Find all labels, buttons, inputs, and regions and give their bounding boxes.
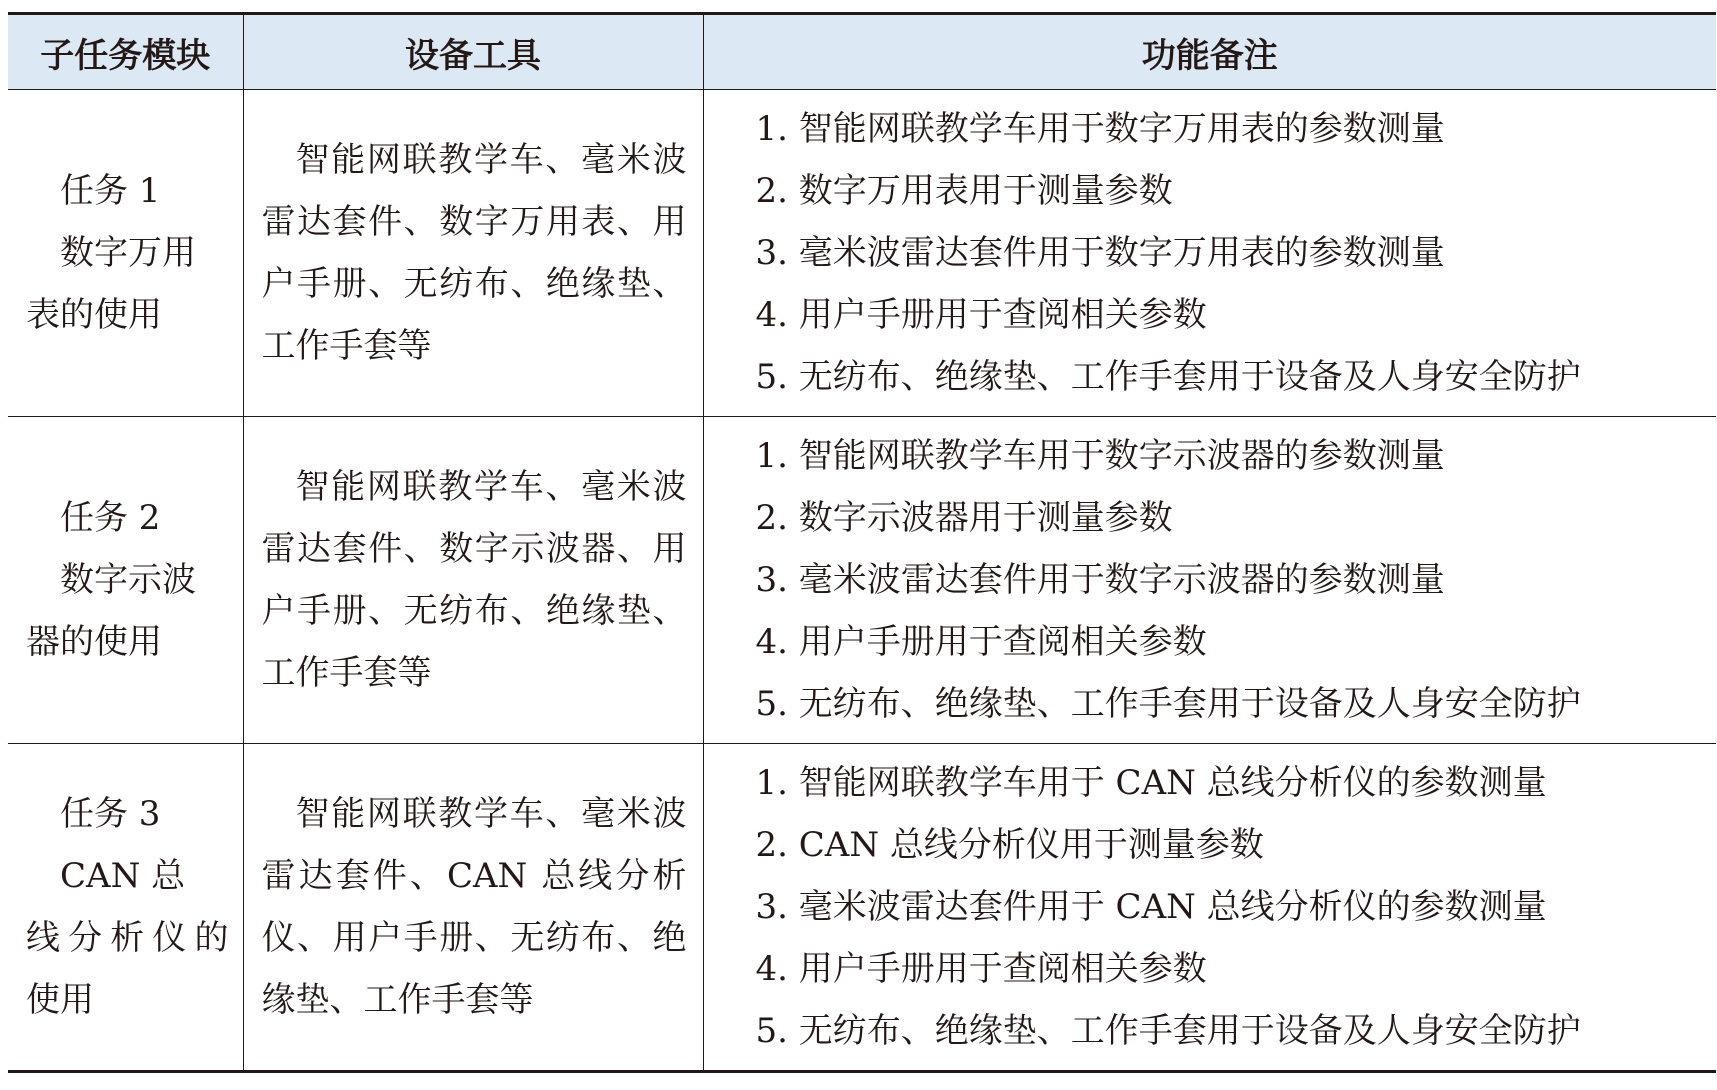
table-row xyxy=(8,744,1716,1072)
note-item: 3. 毫米波雷达套件用于 CAN 总线分析仪的参数测量 xyxy=(755,887,1547,927)
note-item: 4. 用户手册用于查阅相关参数 xyxy=(755,949,1207,989)
note-item: 4. 用户手册用于查阅相关参数 xyxy=(755,295,1207,335)
note-item: 5. 无纺布、绝缘垫、工作手套用于设备及人身安全防护 xyxy=(755,1011,1581,1051)
equipment-table-page xyxy=(8,12,1716,1073)
equipment-table xyxy=(8,12,1716,1073)
note-item: 3. 毫米波雷达套件用于数字万用表的参数测量 xyxy=(755,233,1445,273)
header-subtask-module: 子任务模块 xyxy=(8,14,243,90)
table-header-row xyxy=(8,14,1716,90)
task-cell xyxy=(8,90,243,417)
note-item: 1. 智能网联教学车用于数字万用表的参数测量 xyxy=(755,109,1445,149)
note-item: 4. 用户手册用于查阅相关参数 xyxy=(755,622,1207,662)
task-label: 任务 2 xyxy=(60,498,161,538)
table-row xyxy=(8,417,1716,744)
note-item: 5. 无纺布、绝缘垫、工作手套用于设备及人身安全防护 xyxy=(755,357,1581,397)
task-cell xyxy=(8,744,243,1072)
task-cell xyxy=(8,417,243,744)
task-label: 任务 3 xyxy=(60,794,161,834)
notes-cell xyxy=(703,417,1716,744)
notes-cell xyxy=(703,744,1716,1072)
task-name-line: 线分析仪的 xyxy=(26,918,229,958)
task-name-line: 器的使用 xyxy=(26,622,162,662)
note-item: 1. 智能网联教学车用于 CAN 总线分析仪的参数测量 xyxy=(755,763,1547,803)
task-label: 任务 1 xyxy=(60,171,161,211)
task-name-line: 数字万用 xyxy=(60,233,196,273)
tools-cell: 智能网联教学车、毫米波雷达套件、数字万用表、用户手册、无纺布、绝缘垫、工作手套等 xyxy=(243,90,703,417)
note-item: 2. 数字示波器用于测量参数 xyxy=(755,498,1173,538)
task-name-line: 表的使用 xyxy=(26,295,162,335)
note-item: 5. 无纺布、绝缘垫、工作手套用于设备及人身安全防护 xyxy=(755,684,1581,724)
note-item: 3. 毫米波雷达套件用于数字示波器的参数测量 xyxy=(755,560,1445,600)
note-item: 2. CAN 总线分析仪用于测量参数 xyxy=(755,825,1264,865)
task-name-line: CAN 总 xyxy=(60,856,186,896)
task-name-line: 数字示波 xyxy=(60,560,196,600)
tools-cell: 智能网联教学车、毫米波雷达套件、数字示波器、用户手册、无纺布、绝缘垫、工作手套等 xyxy=(243,417,703,744)
header-equipment-tools: 设备工具 xyxy=(243,14,703,90)
notes-cell xyxy=(703,90,1716,417)
table-row xyxy=(8,90,1716,417)
task-name-line: 使用 xyxy=(26,980,94,1020)
note-item: 2. 数字万用表用于测量参数 xyxy=(755,171,1173,211)
header-function-notes: 功能备注 xyxy=(703,14,1716,90)
note-item: 1. 智能网联教学车用于数字示波器的参数测量 xyxy=(755,436,1445,476)
tools-cell: 智能网联教学车、毫米波雷达套件、CAN 总线分析仪、用户手册、无纺布、绝缘垫、工作手套等 xyxy=(243,744,703,1072)
